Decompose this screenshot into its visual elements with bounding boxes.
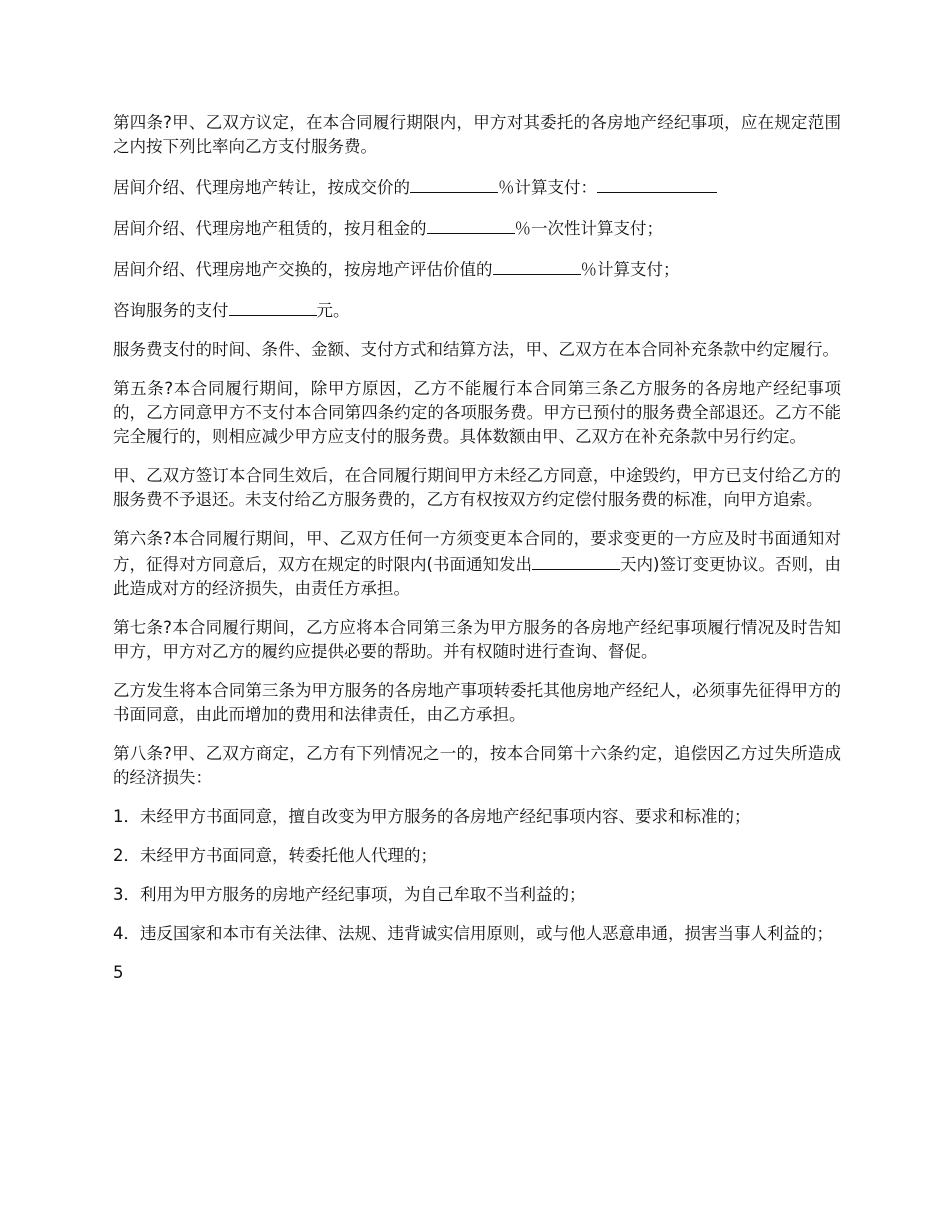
payment-terms-paragraph: 服务费支付的时间、条件、金额、支付方式和结算方法，甲、乙双方在本合同补充条款中约定履行。 bbox=[113, 340, 839, 359]
clause-6-paragraph: 第六条?本合同履行期间，甲、乙双方任何一方须变更本合同的，要求变更的一方应及时书面通知对方，征得对方同意后，双方在规定的时限内(书面通知发出 天内)签订变更协议。否则，由此造成对方的经济损失，由责任方承担。 bbox=[113, 529, 842, 598]
fee-transfer-amount-blank[interactable] bbox=[597, 174, 717, 193]
page-number: 5 bbox=[113, 963, 124, 982]
fee-exchange-line: 居间介绍、代理房地产交换的，按房地产评估价值的 ％计算支付； bbox=[113, 256, 841, 282]
list-item-4: 4．违反国家和本市有关法律、法规、违背诚实信用原则，或与他人恶意串通，损害当事人利益的； bbox=[113, 924, 833, 943]
clause-4-intro: 第四条?甲、乙双方议定，在本合同履行期限内，甲方对其委托的各房地产经纪事项，应在规定范围之内按下列比率向乙方支付服务费。 bbox=[113, 113, 841, 156]
fee-exchange-percent-blank[interactable] bbox=[493, 256, 581, 275]
clause-5-paragraph: 第五条?本合同履行期间，除甲方原因，乙方不能履行本合同第三条乙方服务的各房地产经纪事项的，乙方同意甲方不支付本合同第四条约定的各项服务费。甲方已预付的服务费全部退还。乙方不能完全履行的，则相应减少甲方应支付的服务费。具体数额由甲、乙双方在补充条款中另行约定。 bbox=[113, 379, 841, 446]
fee-lease-line: 居间介绍、代理房地产租赁的，按月租金的 ％一次性计算支付； bbox=[113, 215, 841, 241]
list-item-1: 1．未经甲方书面同意，擅自改变为甲方服务的各房地产经纪事项内容、要求和标准的； bbox=[113, 807, 751, 826]
fee-transfer-line: 居间介绍、代理房地产转让，按成交价的 ％计算支付： bbox=[113, 174, 841, 200]
fee-lease-percent-blank[interactable] bbox=[427, 215, 515, 234]
list-item-2: 2．未经甲方书面同意，转委托他人代理的； bbox=[113, 846, 437, 865]
list-item-3: 3．利用为甲方服务的房地产经纪事项，为自己牟取不当利益的； bbox=[113, 885, 586, 904]
clause-8-paragraph: 第八条?甲、乙双方商定，乙方有下列情况之一的，按本合同第十六条约定，追偿因乙方过失所造成的经济损失： bbox=[113, 744, 841, 787]
breach-refund-paragraph: 甲、乙双方签订本合同生效后，在合同履行期间甲方未经乙方同意，中途毁约，甲方已支付给乙方的服务费不予退还。未支付给乙方服务费的，乙方有权按双方约定偿付服务费的标准，向甲方追索。 bbox=[113, 466, 841, 509]
fee-consulting-amount-blank[interactable] bbox=[229, 297, 317, 316]
fee-transfer-percent-blank[interactable] bbox=[410, 174, 498, 193]
fee-consulting-line: 咨询服务的支付 元。 bbox=[113, 297, 841, 323]
notice-days-blank[interactable] bbox=[532, 551, 620, 570]
subcontract-paragraph: 乙方发生将本合同第三条为甲方服务的各房地产事项转委托其他房地产经纪人，必须事先征得甲方的书面同意，由此而增加的费用和法律责任，由乙方承担。 bbox=[113, 681, 841, 724]
document-page bbox=[113, 111, 841, 985]
clause-7-paragraph: 第七条?本合同履行期间，乙方应将本合同第三条为甲方服务的各房地产经纪事项履行情况及时告知甲方，甲方对乙方的履约应提供必要的帮助。并有权随时进行查询、督促。 bbox=[113, 618, 841, 661]
